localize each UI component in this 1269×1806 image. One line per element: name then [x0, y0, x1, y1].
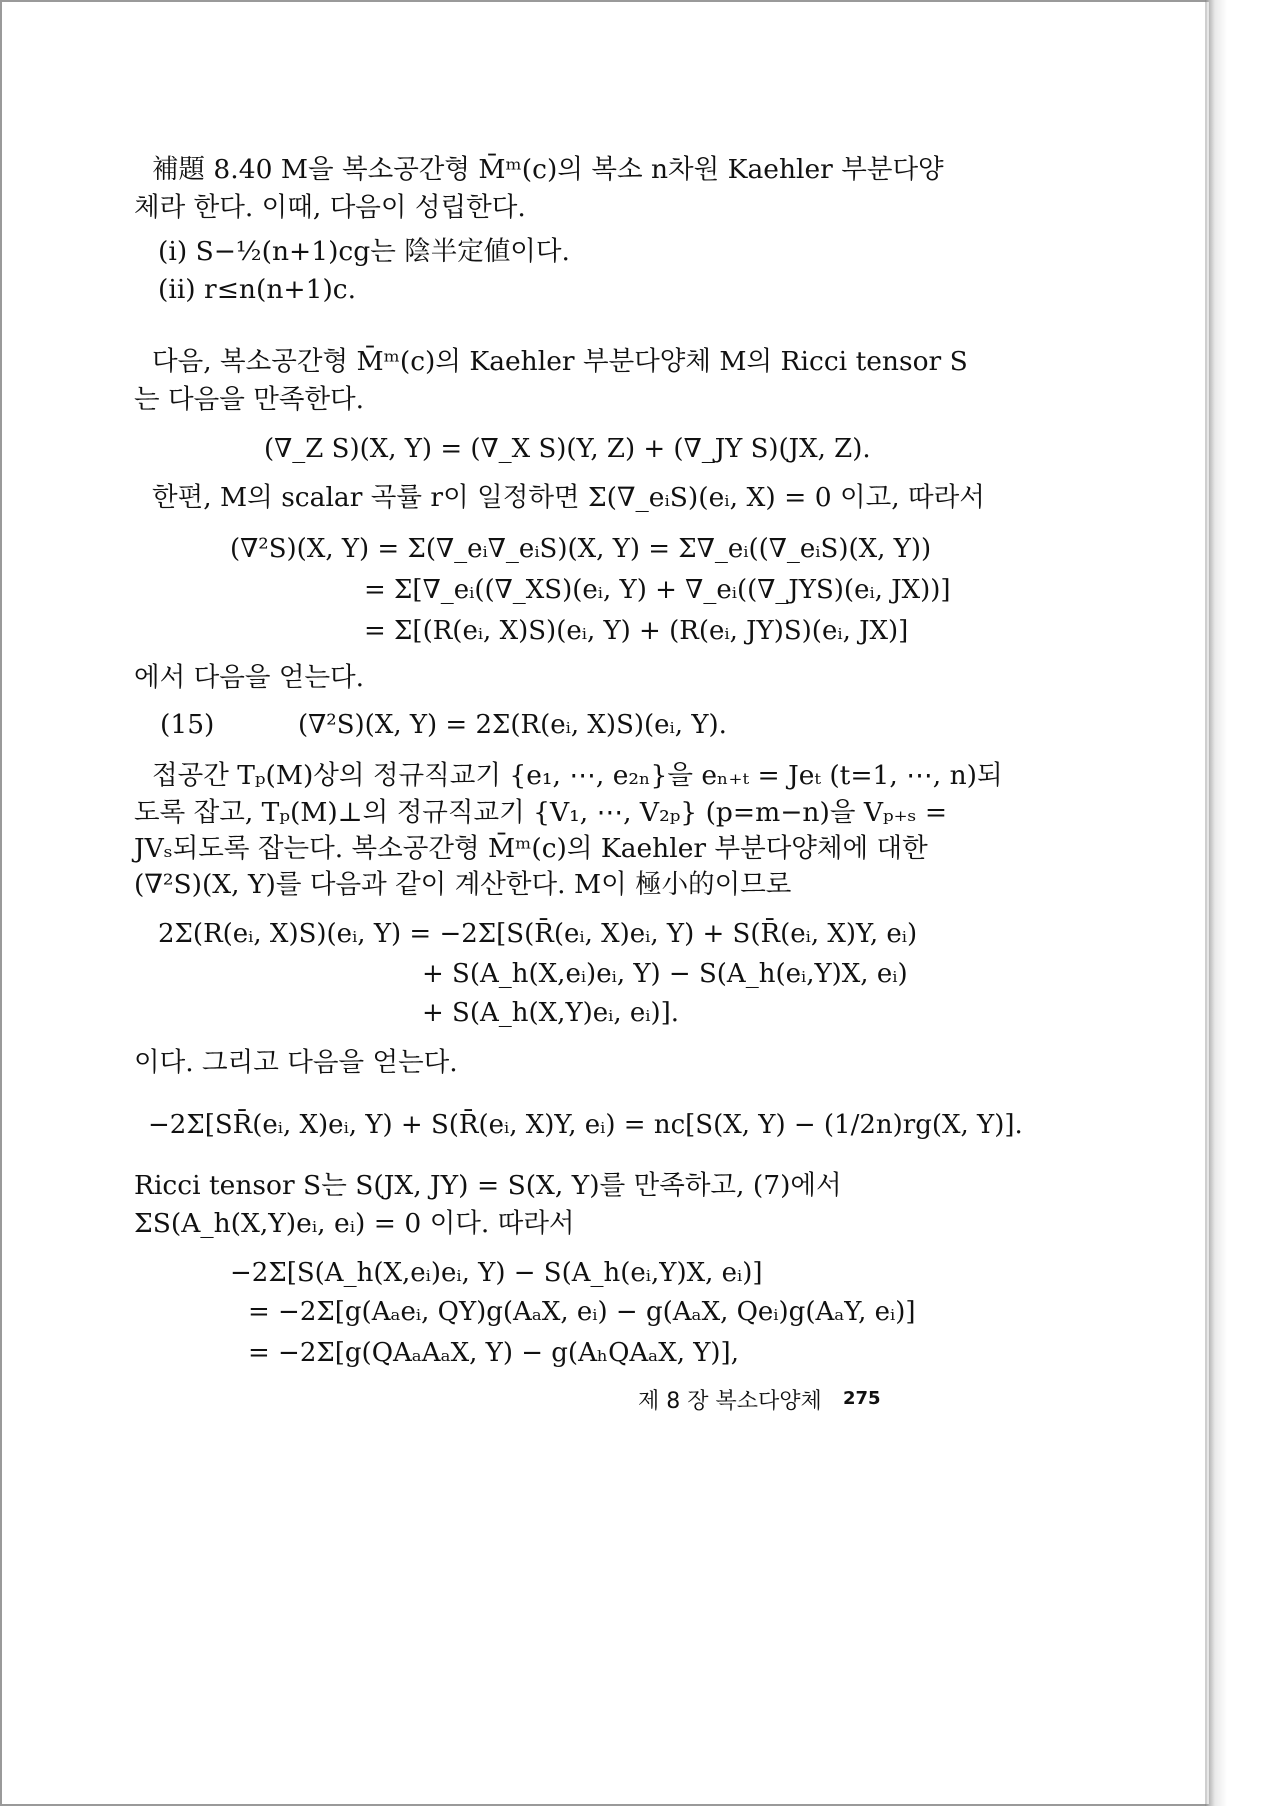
paragraph-scalar: 한편, M의 scalar 곡률 r이 일정하면 Σ(∇_eᵢS)(eᵢ, X) = 0 이고, 따라서 [152, 482, 985, 513]
equation-shape-1: −2Σ[S(A_h(X,eᵢ)eᵢ, Y) − S(A_h(eᵢ,Y)X, eᵢ)] [230, 1258, 763, 1288]
equation-shape-3: = −2Σ[g(QAₐAₐX, Y) − g(AₕQAₐX, Y)], [248, 1338, 739, 1368]
equation-laplacian-3: = Σ[(R(eᵢ, X)S)(eᵢ, Y) + (R(eᵢ, JY)S)(eᵢ, JX)] [364, 616, 909, 646]
lemma-item-i: (i) S−½(n+1)cg는 陰半定値이다. [158, 236, 570, 267]
equation-shape-2: = −2Σ[g(Aₐeᵢ, QY)g(AₐX, eᵢ) − g(AₐX, Qeᵢ)g(AₐY, eᵢ)] [248, 1297, 916, 1327]
paragraph-frame-line-1: 접공간 Tₚ(M)상의 정규직교기 {e₁, ⋯, e₂ₙ}을 eₙ₊ₜ = Jeₜ (t=1, ⋯, n)되 [152, 760, 1003, 791]
page-edge [1205, 0, 1269, 1806]
equation-15: (∇²S)(X, Y) = 2Σ(R(eᵢ, X)S)(eᵢ, Y). [298, 710, 727, 740]
page-number: 275 [843, 1388, 881, 1409]
equation-15-number: (15) [160, 709, 215, 740]
equation-laplacian-1: (∇²S)(X, Y) = Σ(∇_eᵢ∇_eᵢS)(X, Y) = Σ∇_eᵢ((∇_eᵢS)(X, Y)) [230, 534, 932, 564]
equation-codazzi: (∇_Z S)(X, Y) = (∇_X S)(Y, Z) + (∇_JY S)(JX, Z). [264, 434, 871, 464]
paragraph-ricci-line-1: 다음, 복소공간형 M̄ᵐ(c)의 Kaehler 부분다양체 M의 Ricci tensor S [152, 346, 968, 377]
book-page [2, 2, 1205, 1804]
lemma-line-1: 補題 8.40 M을 복소공간형 M̄ᵐ(c)의 복소 n차원 Kaehler 부분다양 [152, 154, 944, 185]
paragraph-frame-line-3: JVₛ되도록 잡는다. 복소공간형 M̄ᵐ(c)의 Kaehler 부분다양체에 대한 [134, 833, 928, 864]
lemma-item-ii: (ii) r≤n(n+1)c. [158, 274, 357, 305]
paragraph-frame-line-2: 도록 잡고, Tₚ(M)⊥의 정규직교기 {V₁, ⋯, V₂ₚ} (p=m−n)을 Vₚ₊ₛ = [134, 797, 948, 828]
equation-laplacian-2: = Σ[∇_eᵢ((∇_XS)(eᵢ, Y) + ∇_eᵢ((∇_JYS)(eᵢ, JX))] [364, 575, 951, 605]
equation-curvature-1: 2Σ(R(eᵢ, X)S)(eᵢ, Y) = −2Σ[S(R̄(eᵢ, X)eᵢ, Y) + S(R̄(eᵢ, X)Y, eᵢ) [158, 919, 918, 949]
paragraph-frame-line-4: (∇²S)(X, Y)를 다음과 같이 계산한다. M이 極小的이므로 [134, 869, 792, 900]
paragraph-ricci-invariance-1: Ricci tensor S는 S(JX, JY) = S(X, Y)를 만족하고, (7)에서 [134, 1170, 842, 1201]
running-footer-chapter: 제 8 장 복소다양체 [638, 1389, 822, 1414]
equation-curvature-2: + S(A_h(X,eᵢ)eᵢ, Y) − S(A_h(eᵢ,Y)X, eᵢ) [422, 959, 908, 989]
equation-nc: −2Σ[SR̄(eᵢ, X)eᵢ, Y) + S(R̄(eᵢ, X)Y, eᵢ) = nc[S(X, Y) − (1/2n)rg(X, Y)]. [148, 1110, 1023, 1140]
paragraph-ricci-invariance-2: ΣS(A_h(X,Y)eᵢ, eᵢ) = 0 이다. 따라서 [134, 1208, 575, 1239]
paragraph-obtain: 에서 다음을 얻는다. [134, 662, 365, 693]
paragraph-ricci-line-2: 는 다음을 만족한다. [134, 384, 365, 415]
lemma-line-2: 체라 한다. 이때, 다음이 성립한다. [134, 192, 526, 223]
paragraph-and: 이다. 그리고 다음을 얻는다. [134, 1047, 458, 1078]
equation-curvature-3: + S(A_h(X,Y)eᵢ, eᵢ)]. [422, 998, 680, 1028]
